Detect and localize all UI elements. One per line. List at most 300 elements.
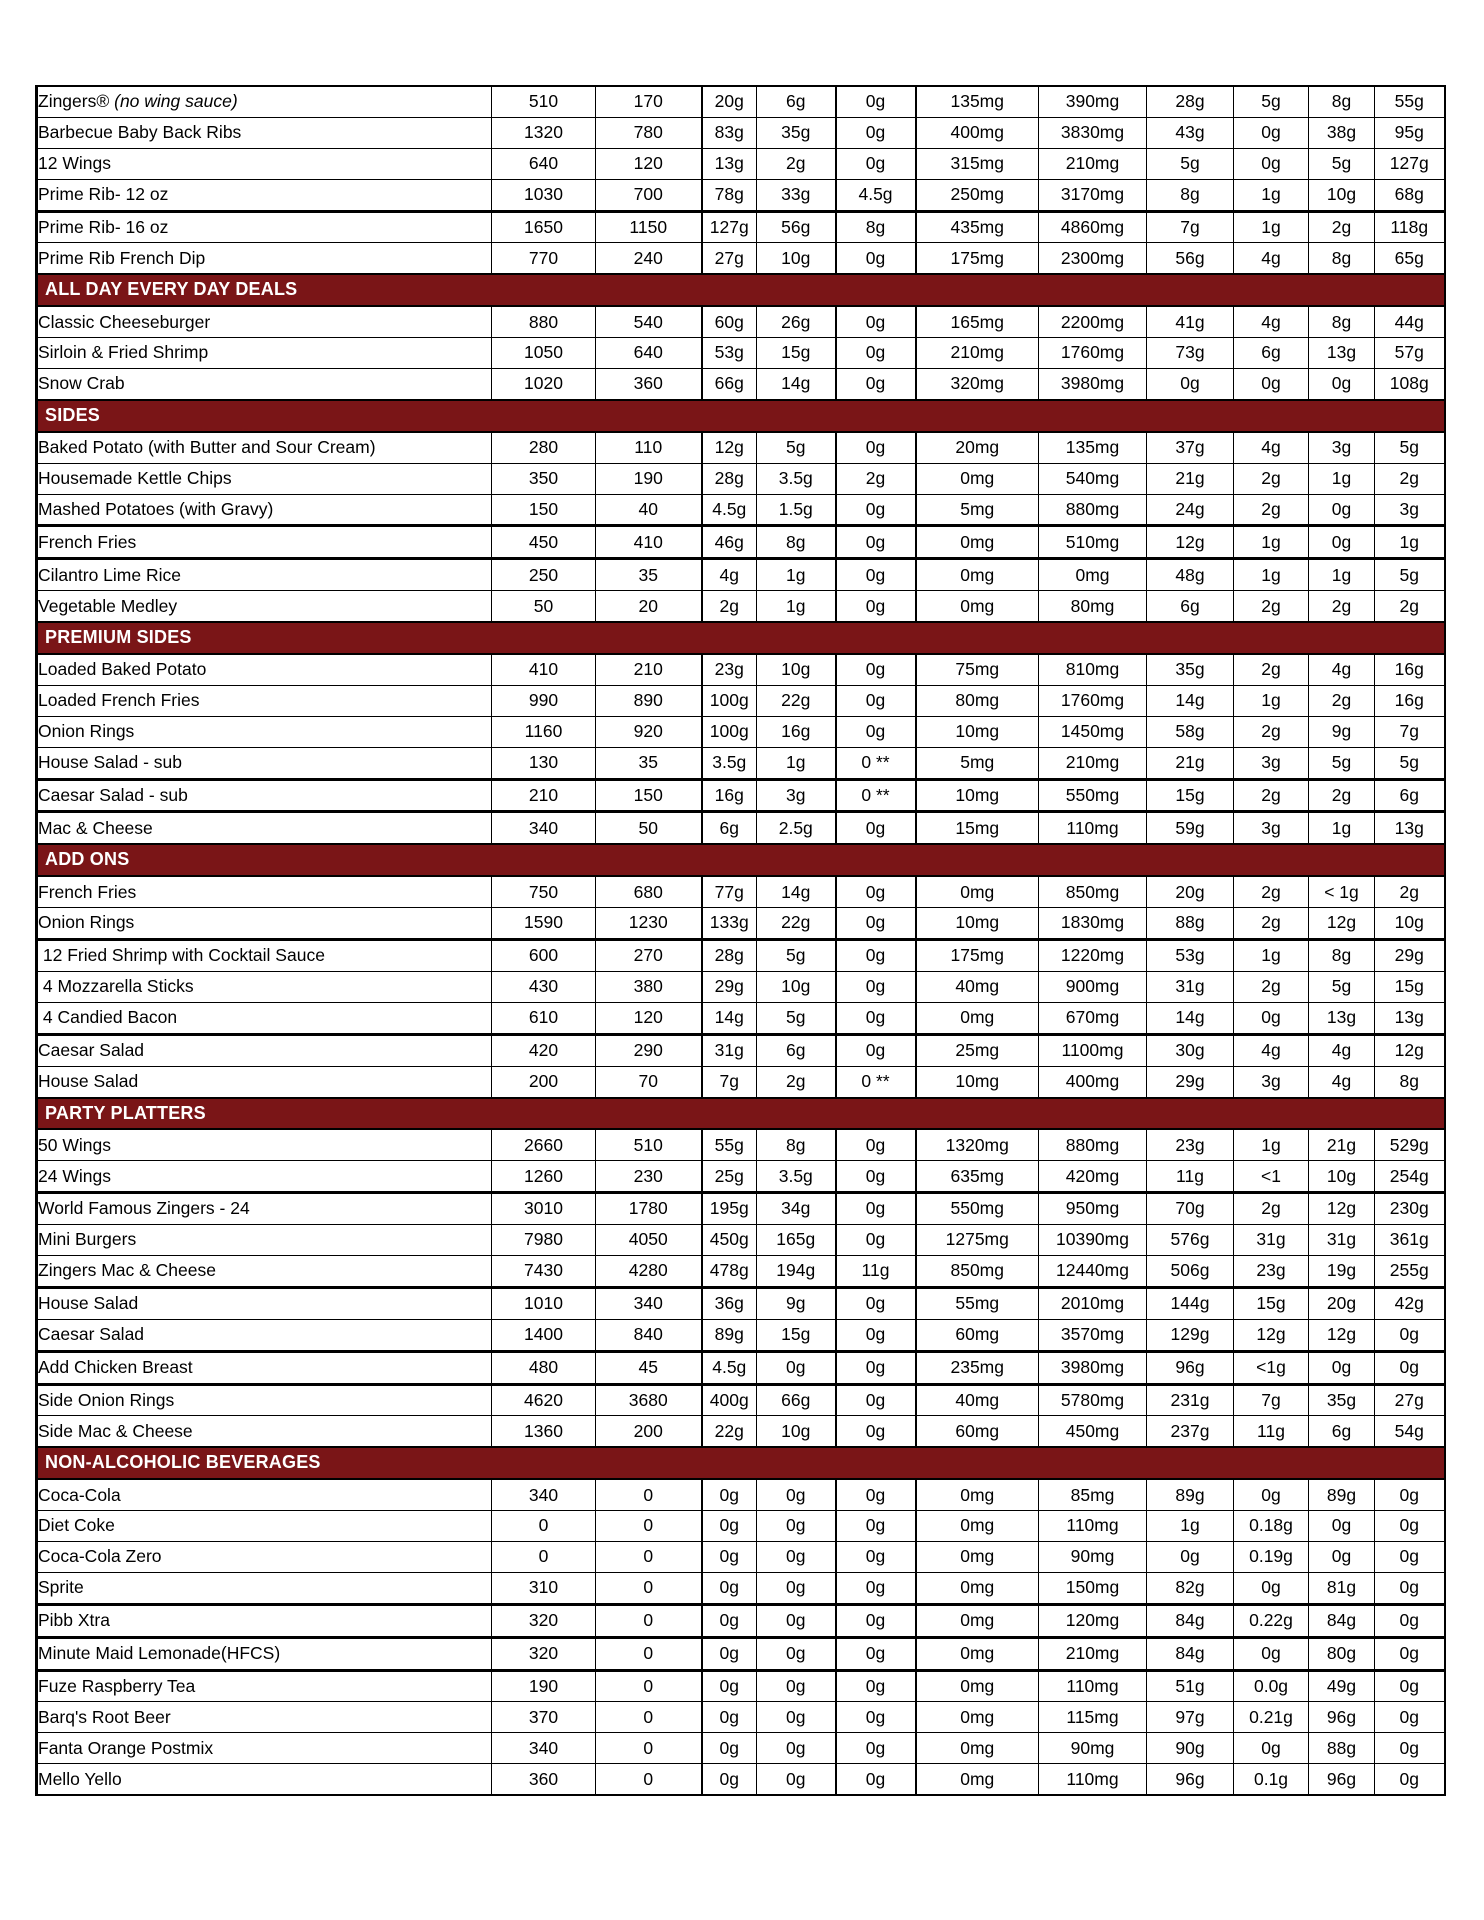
value-cell: 28g [702, 940, 757, 972]
value-cell: 0g [1375, 1702, 1445, 1733]
value-cell: 8g [1375, 1066, 1445, 1097]
value-cell: 90mg [1039, 1541, 1147, 1572]
value-cell: 16g [702, 779, 757, 812]
value-cell: 600 [492, 940, 596, 972]
value-cell: 450g [702, 1225, 757, 1256]
value-cell: 400mg [916, 117, 1039, 148]
table-row [37, 463, 1445, 494]
value-cell: 84g [1309, 1604, 1375, 1637]
value-cell: 0 [596, 1670, 702, 1702]
value-cell: 0g [836, 1604, 916, 1637]
value-cell: 1760mg [1039, 685, 1147, 716]
value-cell: 2g [1234, 654, 1309, 685]
value-cell: 4g [1234, 432, 1309, 463]
value-cell: 165g [757, 1225, 836, 1256]
value-cell: 1g [1309, 463, 1375, 494]
value-cell: 890 [596, 685, 702, 716]
value-cell: 4.5g [836, 179, 916, 211]
value-cell: 127g [1375, 148, 1445, 179]
value-cell: 0mg [916, 1511, 1039, 1542]
value-cell: 0g [836, 1637, 916, 1670]
value-cell: 40mg [916, 1384, 1039, 1416]
value-cell: 640 [492, 148, 596, 179]
value-cell: 22g [757, 685, 836, 716]
value-cell: 195g [702, 1193, 757, 1225]
item-name-cell: World Famous Zingers - 24 [37, 1193, 492, 1225]
value-cell: 210mg [1039, 1637, 1147, 1670]
value-cell: 0g [1375, 1733, 1445, 1764]
value-cell: 0g [836, 1733, 916, 1764]
value-cell: 8g [1309, 86, 1375, 117]
item-name-cell: Prime Rib French Dip [37, 243, 492, 274]
value-cell: 231g [1147, 1384, 1234, 1416]
value-cell: 1275mg [916, 1225, 1039, 1256]
value-cell: 4g [1234, 243, 1309, 274]
value-cell: 88g [1147, 908, 1234, 940]
value-cell: 16g [1375, 654, 1445, 685]
table-row [37, 1479, 1445, 1510]
value-cell: 84g [1147, 1637, 1234, 1670]
value-cell: 0g [836, 1702, 916, 1733]
value-cell: 6g [1234, 338, 1309, 369]
value-cell: 6g [1147, 591, 1234, 622]
table-row [37, 1384, 1445, 1416]
value-cell: 5g [1309, 747, 1375, 779]
value-cell: 0g [836, 117, 916, 148]
value-cell: 8g [757, 1129, 836, 1160]
value-cell: 700 [596, 179, 702, 211]
value-cell: 20 [596, 591, 702, 622]
value-cell: 3170mg [1039, 179, 1147, 211]
value-cell: 0g [1309, 1511, 1375, 1542]
value-cell: 30g [1147, 1034, 1234, 1066]
value-cell: 15g [1375, 971, 1445, 1002]
value-cell: 6g [757, 86, 836, 117]
value-cell: 1100mg [1039, 1034, 1147, 1066]
value-cell: 0g [702, 1604, 757, 1637]
value-cell: 340 [492, 1479, 596, 1510]
value-cell: 0g [836, 432, 916, 463]
value-cell: 60mg [916, 1416, 1039, 1447]
value-cell: 58g [1147, 716, 1234, 747]
value-cell: 23g [702, 654, 757, 685]
value-cell: 0 [596, 1702, 702, 1733]
value-cell: 2g [702, 591, 757, 622]
value-cell: 10g [1375, 908, 1445, 940]
table-row [37, 559, 1445, 591]
value-cell: 235mg [916, 1351, 1039, 1384]
value-cell: 20g [702, 86, 757, 117]
value-cell: 850mg [1039, 876, 1147, 907]
value-cell: 16g [1375, 685, 1445, 716]
value-cell: 1150 [596, 211, 702, 243]
table-row [37, 1604, 1445, 1637]
value-cell: 3g [1234, 747, 1309, 779]
value-cell: 25g [702, 1161, 757, 1193]
item-name-cell: Fuze Raspberry Tea [37, 1670, 492, 1702]
value-cell: 506g [1147, 1255, 1234, 1287]
table-row [37, 1511, 1445, 1542]
item-name-cell: Mini Burgers [37, 1225, 492, 1256]
value-cell: 0g [836, 559, 916, 591]
value-cell: 270 [596, 940, 702, 972]
value-cell: 5mg [916, 494, 1039, 526]
value-cell: 60mg [916, 1319, 1039, 1351]
value-cell: 2g [1234, 494, 1309, 526]
table-row [37, 940, 1445, 972]
value-cell: 0g [836, 908, 916, 940]
value-cell: 3830mg [1039, 117, 1147, 148]
value-cell: 38g [1309, 117, 1375, 148]
item-name-cell: Zingers® (no wing sauce) [37, 86, 492, 117]
value-cell: 0g [702, 1572, 757, 1604]
value-cell: 10g [757, 243, 836, 274]
value-cell: 190 [596, 463, 702, 494]
value-cell: 96g [1309, 1702, 1375, 1733]
value-cell: 15mg [916, 812, 1039, 844]
value-cell: 255g [1375, 1255, 1445, 1287]
value-cell: 0g [1375, 1764, 1445, 1795]
value-cell: 310 [492, 1572, 596, 1604]
item-name-cell: Side Onion Rings [37, 1384, 492, 1416]
value-cell: 21g [1309, 1129, 1375, 1160]
table-row [37, 1255, 1445, 1287]
item-name-cell: Vegetable Medley [37, 591, 492, 622]
value-cell: 1g [1309, 812, 1375, 844]
value-cell: 23g [1234, 1255, 1309, 1287]
value-cell: 10g [1309, 179, 1375, 211]
value-cell: 0g [757, 1511, 836, 1542]
item-name-cell: 4 Mozzarella Sticks [37, 971, 492, 1002]
value-cell: 2g [1234, 1193, 1309, 1225]
value-cell: 635mg [916, 1161, 1039, 1193]
value-cell: 60g [702, 306, 757, 337]
value-cell: 0g [757, 1572, 836, 1604]
value-cell: 89g [1147, 1479, 1234, 1510]
value-cell: 11g [1147, 1161, 1234, 1193]
value-cell: 19g [1309, 1255, 1375, 1287]
table-row [37, 747, 1445, 779]
item-name-cell: Barbecue Baby Back Ribs [37, 117, 492, 148]
value-cell: 0 [596, 1637, 702, 1670]
item-name-cell: Loaded Baked Potato [37, 654, 492, 685]
table-row [37, 1002, 1445, 1034]
value-cell: 9g [757, 1287, 836, 1319]
table-row [37, 1129, 1445, 1160]
value-cell: 25mg [916, 1034, 1039, 1066]
value-cell: 4g [1234, 1034, 1309, 1066]
value-cell: 5g [1309, 971, 1375, 1002]
value-cell: 13g [702, 148, 757, 179]
value-cell: 0.18g [1234, 1511, 1309, 1542]
value-cell: 0g [836, 1670, 916, 1702]
item-name-cell: Prime Rib- 12 oz [37, 179, 492, 211]
value-cell: 1g [1309, 559, 1375, 591]
value-cell: 510mg [1039, 526, 1147, 559]
value-cell: 0.22g [1234, 1604, 1309, 1637]
value-cell: 3980mg [1039, 1351, 1147, 1384]
value-cell: 96g [1147, 1764, 1234, 1795]
value-cell: 13g [1309, 338, 1375, 369]
value-cell: 36g [702, 1287, 757, 1319]
value-cell: 0g [836, 1034, 916, 1066]
value-cell: 57g [1375, 338, 1445, 369]
value-cell: 3g [1375, 494, 1445, 526]
value-cell: 48g [1147, 559, 1234, 591]
value-cell: 3g [1234, 812, 1309, 844]
value-cell: 10mg [916, 908, 1039, 940]
table-row [37, 1193, 1445, 1225]
item-name-cell: Barq's Root Beer [37, 1702, 492, 1733]
value-cell: 2200mg [1039, 306, 1147, 337]
value-cell: 0 [596, 1733, 702, 1764]
value-cell: 0mg [916, 1604, 1039, 1637]
table-row [37, 1702, 1445, 1733]
value-cell: 1010 [492, 1287, 596, 1319]
value-cell: 880mg [1039, 1129, 1147, 1160]
table-row [37, 716, 1445, 747]
value-cell: 5g [757, 940, 836, 972]
value-cell: 29g [1375, 940, 1445, 972]
value-cell: 0mg [916, 1572, 1039, 1604]
value-cell: 529g [1375, 1129, 1445, 1160]
value-cell: 2660 [492, 1129, 596, 1160]
value-cell: 320mg [916, 369, 1039, 400]
value-cell: 9g [1309, 716, 1375, 747]
table-row [37, 908, 1445, 940]
value-cell: 200 [596, 1416, 702, 1447]
value-cell: 10mg [916, 779, 1039, 812]
value-cell: 127g [702, 211, 757, 243]
value-cell: 7980 [492, 1225, 596, 1256]
value-cell: 8g [1309, 940, 1375, 972]
value-cell: 135mg [916, 86, 1039, 117]
value-cell: 0g [836, 369, 916, 400]
value-cell: 237g [1147, 1416, 1234, 1447]
value-cell: 920 [596, 716, 702, 747]
value-cell: 0g [757, 1479, 836, 1510]
value-cell: 8g [1309, 306, 1375, 337]
value-cell: 1830mg [1039, 908, 1147, 940]
value-cell: 129g [1147, 1319, 1234, 1351]
item-name-cell: Fanta Orange Postmix [37, 1733, 492, 1764]
value-cell: 0 ** [836, 1066, 916, 1097]
value-cell: 0g [836, 1129, 916, 1160]
value-cell: 150 [492, 494, 596, 526]
value-cell: 7g [1147, 211, 1234, 243]
value-cell: 0g [1234, 1479, 1309, 1510]
value-cell: 1g [1375, 526, 1445, 559]
value-cell: 950mg [1039, 1193, 1147, 1225]
table-row [37, 591, 1445, 622]
value-cell: 110 [596, 432, 702, 463]
value-cell: 5g [757, 1002, 836, 1034]
value-cell: 49g [1309, 1670, 1375, 1702]
item-name-cell: Onion Rings [37, 716, 492, 747]
value-cell: 0g [836, 1319, 916, 1351]
item-name-cell: Classic Cheeseburger [37, 306, 492, 337]
value-cell: 250 [492, 559, 596, 591]
value-cell: 0 [492, 1541, 596, 1572]
value-cell: 0.19g [1234, 1541, 1309, 1572]
value-cell: 1320mg [916, 1129, 1039, 1160]
table-row [37, 1670, 1445, 1702]
value-cell: 96g [1309, 1764, 1375, 1795]
value-cell: 11g [836, 1255, 916, 1287]
value-cell: 2g [1375, 463, 1445, 494]
value-cell: 7430 [492, 1255, 596, 1287]
value-cell: 435mg [916, 211, 1039, 243]
section-header: ALL DAY EVERY DAY DEALS [37, 274, 1445, 306]
item-name-cell: Zingers Mac & Cheese [37, 1255, 492, 1287]
value-cell: 95g [1375, 117, 1445, 148]
value-cell: 190 [492, 1670, 596, 1702]
value-cell: 97g [1147, 1702, 1234, 1733]
value-cell: 780 [596, 117, 702, 148]
item-name-cell: French Fries [37, 876, 492, 907]
value-cell: 380 [596, 971, 702, 1002]
section-header: NON-ALCOHOLIC BEVERAGES [37, 1447, 1445, 1479]
value-cell: 84g [1147, 1604, 1234, 1637]
value-cell: 0 [596, 1604, 702, 1637]
value-cell: 0g [757, 1637, 836, 1670]
value-cell: 1g [1234, 179, 1309, 211]
value-cell: 230g [1375, 1193, 1445, 1225]
value-cell: 840 [596, 1319, 702, 1351]
value-cell: 410 [596, 526, 702, 559]
value-cell: 0g [836, 876, 916, 907]
value-cell: 2g [1309, 779, 1375, 812]
table-row [37, 243, 1445, 274]
value-cell: 3680 [596, 1384, 702, 1416]
value-cell: 6g [702, 812, 757, 844]
value-cell: 12g [1309, 1193, 1375, 1225]
value-cell: 13g [1309, 1002, 1375, 1034]
value-cell: 194g [757, 1255, 836, 1287]
value-cell: 0g [1234, 1637, 1309, 1670]
value-cell: 0g [836, 338, 916, 369]
value-cell: 0mg [916, 1733, 1039, 1764]
item-name-cell: Sirloin & Fried Shrimp [37, 338, 492, 369]
value-cell: 165mg [916, 306, 1039, 337]
value-cell: 900mg [1039, 971, 1147, 1002]
value-cell: 170 [596, 86, 702, 117]
value-cell: 0mg [916, 1702, 1039, 1733]
value-cell: 26g [757, 306, 836, 337]
table-row [37, 876, 1445, 907]
value-cell: 5g [1375, 747, 1445, 779]
value-cell: 0g [757, 1541, 836, 1572]
value-cell: 34g [757, 1193, 836, 1225]
value-cell: 210mg [1039, 148, 1147, 179]
value-cell: 0g [702, 1702, 757, 1733]
value-cell: 0g [836, 1416, 916, 1447]
value-cell: 56g [1147, 243, 1234, 274]
value-cell: 15g [757, 1319, 836, 1351]
value-cell: 510 [596, 1129, 702, 1160]
value-cell: 1g [1234, 1129, 1309, 1160]
value-cell: 13g [1375, 812, 1445, 844]
value-cell: 10g [757, 971, 836, 1002]
value-cell: 315mg [916, 148, 1039, 179]
value-cell: 0g [702, 1541, 757, 1572]
value-cell: 0g [836, 1511, 916, 1542]
value-cell: 430 [492, 971, 596, 1002]
value-cell: 0g [1375, 1670, 1445, 1702]
value-cell: 10mg [916, 1066, 1039, 1097]
value-cell: 0mg [916, 1479, 1039, 1510]
value-cell: 8g [836, 211, 916, 243]
value-cell: 40 [596, 494, 702, 526]
value-cell: 2g [1309, 685, 1375, 716]
value-cell: 3980mg [1039, 369, 1147, 400]
value-cell: 1g [1147, 1511, 1234, 1542]
value-cell: 0mg [916, 1637, 1039, 1670]
value-cell: 0g [836, 148, 916, 179]
value-cell: 1450mg [1039, 716, 1147, 747]
value-cell: 2g [1234, 876, 1309, 907]
item-name-cell: House Salad [37, 1287, 492, 1319]
value-cell: 230 [596, 1161, 702, 1193]
value-cell: 10g [1309, 1161, 1375, 1193]
value-cell: 70g [1147, 1193, 1234, 1225]
value-cell: 6g [1375, 779, 1445, 812]
value-cell: 0g [1147, 369, 1234, 400]
value-cell: 35g [1147, 654, 1234, 685]
value-cell: 7g [1375, 716, 1445, 747]
value-cell: 4.5g [702, 494, 757, 526]
value-cell: 46g [702, 526, 757, 559]
value-cell: 130 [492, 747, 596, 779]
value-cell: 0g [702, 1764, 757, 1795]
value-cell: 1230 [596, 908, 702, 940]
value-cell: 1.5g [757, 494, 836, 526]
value-cell: 12g [1375, 1034, 1445, 1066]
value-cell: 10mg [916, 716, 1039, 747]
value-cell: 0g [836, 526, 916, 559]
value-cell: 1g [1234, 685, 1309, 716]
value-cell: 0g [1234, 369, 1309, 400]
value-cell: 8g [1309, 243, 1375, 274]
value-cell: 1g [757, 747, 836, 779]
nutrition-table [35, 85, 1446, 1796]
value-cell: 3.5g [702, 747, 757, 779]
value-cell: 0 [596, 1541, 702, 1572]
value-cell: 0 [596, 1572, 702, 1604]
table-row [37, 86, 1445, 117]
value-cell: 0.21g [1234, 1702, 1309, 1733]
value-cell: 83g [702, 117, 757, 148]
value-cell: 43g [1147, 117, 1234, 148]
value-cell: 1160 [492, 716, 596, 747]
value-cell: 0g [836, 654, 916, 685]
value-cell: 66g [702, 369, 757, 400]
value-cell: 1360 [492, 1416, 596, 1447]
value-cell: 280 [492, 432, 596, 463]
value-cell: 0g [836, 1351, 916, 1384]
value-cell: 75mg [916, 654, 1039, 685]
item-name-cell: Loaded French Fries [37, 685, 492, 716]
value-cell: 254g [1375, 1161, 1445, 1193]
value-cell: 120 [596, 148, 702, 179]
value-cell: 20g [1147, 876, 1234, 907]
item-name-cell: Baked Potato (with Butter and Sour Cream) [37, 432, 492, 463]
value-cell: 89g [702, 1319, 757, 1351]
value-cell: 1g [1234, 940, 1309, 972]
value-cell: 96g [1147, 1351, 1234, 1384]
value-cell: 118g [1375, 211, 1445, 243]
value-cell: 54g [1375, 1416, 1445, 1447]
